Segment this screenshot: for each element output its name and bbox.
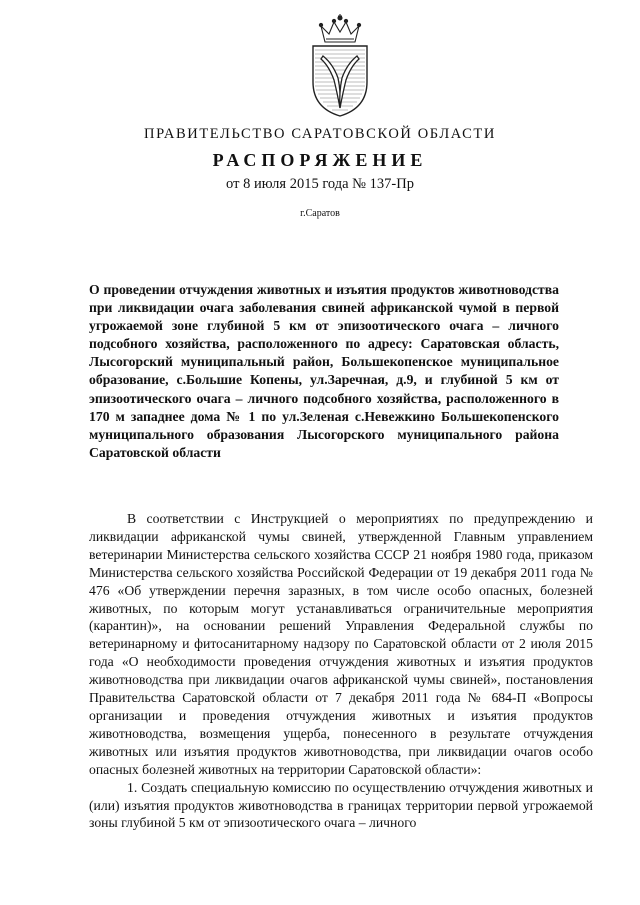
coat-of-arms-icon [303, 12, 377, 120]
document-date-number: от 8 июля 2015 года № 137-Пр [226, 176, 414, 192]
body-paragraph: 1. Создать специальную комиссию по осуществлению отчуждения животных и (или) изъятия продуктов животноводства в границах территории первой угрожаемой зоны глубиной 5 км от эпизоотического очага – личного [89, 779, 593, 831]
document-body [89, 510, 593, 832]
government-name: ПРАВИТЕЛЬСТВО САРАТОВСКОЙ ОБЛАСТИ [144, 126, 496, 142]
body-paragraph: В соответствии с Инструкцией о мероприятиях по предупреждению и ликвидации африканской чумы свиней, утвержденной Главным управлением ветеринарии Министерства сельского хозяйства СССР 21 ноября 1980 года, приказом Министерства сельского хозяйства Российской Федерации от 19 декабря 2011 года № 476 «Об утверждении перечня заразных, в том числе особо опасных, болезней животных, по которым могут устанавливаться ограничительные мероприятия (карантин)», на основании решений Управления Федеральной службы по ветеринарному и фитосанитарному надзору по Саратовской области от 2 июля 2015 года «О необходимости проведения отчуждения животных и изъятия продуктов животноводства при ликвидации очагов африканской чумы свиней», постановления Правительства Саратовской области от 7 декабря 2011 года № 684-П «Вопросы организации и проведения отчуждения животных и изъятия продуктов животноводства, возмещения ущерба, понесенного в результате отчуждения животных или изъятия продуктов животноводства, при ликвидации очагов особо опасных болезней животных на территории Саратовской области»: [89, 511, 593, 777]
document-subject: О проведении отчуждения животных и изъятия продуктов животноводства при ликвидации очага заболевания свиней африканской чумой в первой угрожаемой зоне глубиной 5 км от эпизоотического очага – личного подсобного хозяйства, расположенного по адресу: Саратовская область, Лысогорский муниципальный район, Большекопенское муниципальное образование, с.Большие Копены, ул.Заречная, д.9, и глубиной 5 км от эпизоотического очага – личного подсобного хозяйства, расположенного в 170 м западнее дома № 1 по ул.Зеленая с.Невежкино Большекопенского муниципального образования Лысогорского муниципального района Саратовской области [89, 282, 559, 460]
document-type-title: РАСПОРЯЖЕНИЕ [212, 150, 428, 170]
document-city: г.Саратов [300, 208, 340, 219]
